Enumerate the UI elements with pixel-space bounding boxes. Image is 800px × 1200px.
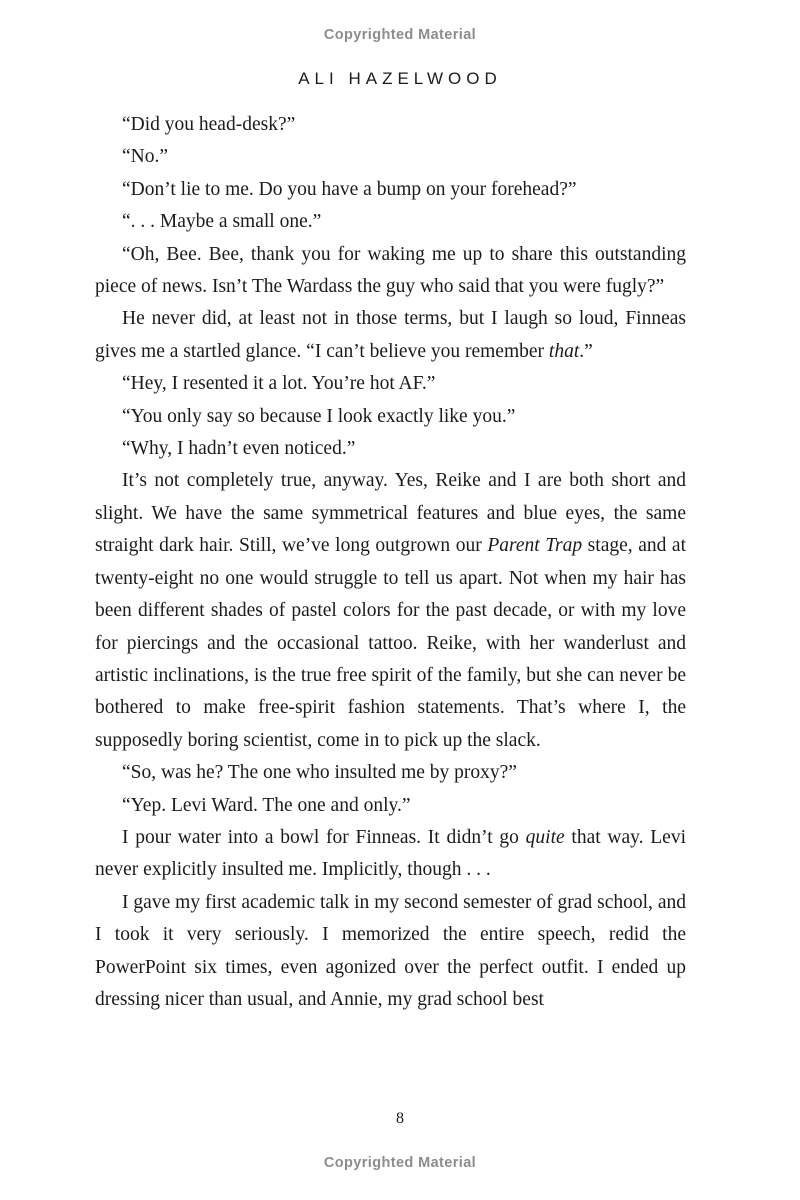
text-run: stage, and at twenty-eight no one would struggle to tell us apart. Not when my hair has been different shades of pastel colors for the past decade, or with my love for piercings and the occasional tattoo. Reike, with her wanderlust and artistic inclinations, is the true free spirit of the family, but she can never be bothered to make free-spirit fashion statements. That’s where I, the supposedly boring scientist, come in to pick up the slack. [95, 535, 687, 751]
paragraph [95, 822, 686, 887]
paragraph [95, 887, 686, 1017]
text-run: “No.” [122, 146, 169, 168]
paragraph [95, 401, 686, 433]
paragraph [95, 239, 686, 304]
text-run: I pour water into a bowl for Finneas. It didn’t go [122, 826, 526, 848]
text-run: It’s not completely true, anyway. Yes, Reike and I are both short and slight. We have the same symmetrical features and blue eyes, the same straight dark hair. Still, we’ve long outgrown our [95, 470, 686, 557]
paragraph [95, 174, 686, 206]
text-run: “Why, I hadn’t even noticed.” [122, 438, 356, 460]
text-run: “Oh, Bee. Bee, thank you for waking me up to share this outstanding piece of news. Isn’t The Wardass the guy who said that you were fugly?” [95, 243, 686, 298]
text-run: “Hey, I resented it a lot. You’re hot AF.” [122, 373, 436, 395]
text-run: I gave my first academic talk in my second semester of grad school, and I took it very seriously. I memorized the entire speech, redid the PowerPoint six times, even agonized over the perfect outfit. I ended up dressing nicer than usual, and Annie, my grad school best [95, 891, 686, 1010]
paragraph [95, 465, 686, 757]
paragraph [95, 303, 686, 368]
text-run: “. . . Maybe a small one.” [122, 211, 322, 233]
paragraph [95, 109, 686, 141]
italic-run: that [548, 340, 580, 362]
text-run: “Yep. Levi Ward. The one and only.” [122, 794, 411, 816]
paragraph [95, 790, 686, 822]
paragraph [95, 368, 686, 400]
paragraph [95, 757, 686, 789]
text-run: “Did you head-desk?” [122, 114, 296, 135]
text-run: that way. Levi never explicitly insulted me. Implicitly, though . . . [95, 826, 686, 881]
text-run: .” [579, 340, 593, 362]
paragraph [95, 206, 686, 238]
page-number: 8 [396, 1110, 404, 1127]
copyright-notice-bottom: Copyrighted Material [323, 1155, 477, 1171]
text-run: “So, was he? The one who insulted me by proxy?” [122, 762, 517, 784]
body-text-block [95, 109, 686, 1016]
paragraph [95, 141, 686, 173]
text-run: “Don’t lie to me. Do you have a bump on your forehead?” [122, 178, 577, 200]
italic-run: Parent Trap [487, 535, 583, 557]
text-run: “You only say so because I look exactly like you.” [122, 405, 516, 427]
paragraph [95, 433, 686, 465]
text-run: He never did, at least not in those terms, but I laugh so loud, Finneas gives me a startled glance. “I can’t believe you remember [95, 308, 686, 362]
copyright-notice-top: Copyrighted Material [323, 27, 477, 43]
running-header-author: ALI HAZELWOOD [298, 69, 502, 88]
italic-run: quite [525, 826, 565, 848]
